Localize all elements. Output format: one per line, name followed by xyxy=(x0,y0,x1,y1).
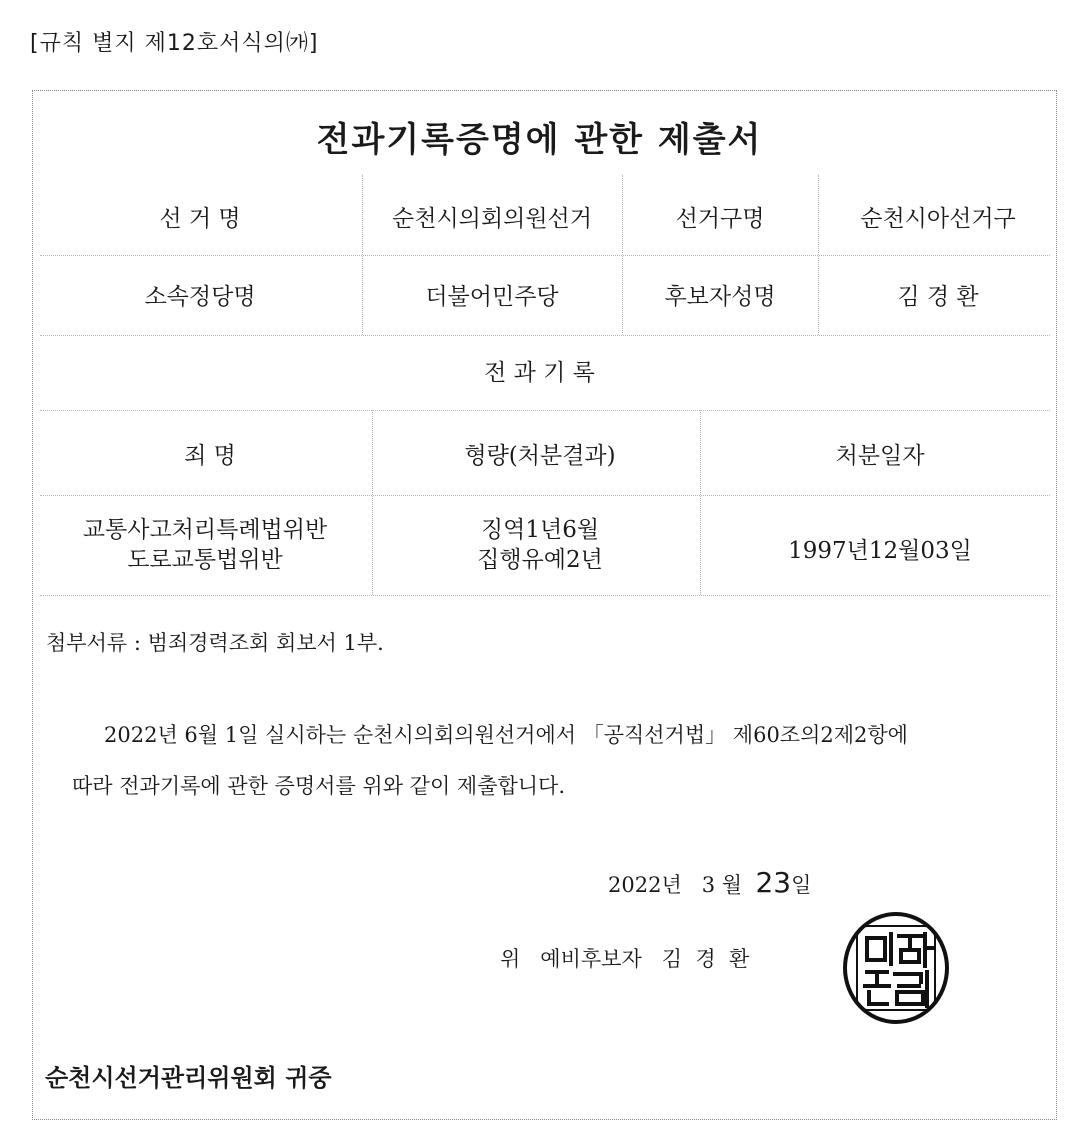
grid-divider xyxy=(40,495,1050,496)
crime-line-2: 도로교통법위반 xyxy=(127,547,283,573)
document-title: 전과기록증명에 관한 제출서 xyxy=(316,120,763,160)
record-date: 1997년12월03일 xyxy=(788,538,972,564)
district-label: 선거구명 xyxy=(675,206,765,232)
election-value: 순천시의회의원선거 xyxy=(392,206,592,232)
statement-line-1: 2022년 6월 1일 실시하는 순천시의회의원선거에서 「공직선거법」 제60조의2제2항에 xyxy=(104,723,908,747)
grid-divider xyxy=(40,335,1050,336)
date-year: 2022년 xyxy=(608,873,682,897)
attachment-note: 첨부서류 : 범죄경력조회 회보서 1부. xyxy=(46,631,384,655)
sentence-line-1: 징역1년6월 xyxy=(480,517,600,543)
grid-divider xyxy=(40,595,1050,596)
record-section-label: 전 과 기 록 xyxy=(484,360,595,386)
candidate-label: 후보자성명 xyxy=(664,284,776,310)
header-sentence: 형량(처분결과) xyxy=(464,443,616,469)
seal-glyphs xyxy=(847,916,945,1020)
party-value: 더불어민주당 xyxy=(425,284,559,310)
grid-divider xyxy=(700,410,701,595)
grid-divider xyxy=(40,410,1050,411)
header-date: 처분일자 xyxy=(835,443,925,469)
party-label: 소속정당명 xyxy=(144,284,256,310)
candidate-value: 김 경 환 xyxy=(897,284,979,310)
signature-line: 위 예비후보자 김 경 환 xyxy=(500,947,750,971)
record-sentence xyxy=(380,515,700,575)
date-day-unit: 일 xyxy=(791,873,812,897)
statement-line-2: 따라 전과기록에 관한 증명서를 위와 같이 제출합니다. xyxy=(72,774,566,798)
election-label: 선 거 명 xyxy=(159,206,241,232)
crime-line-1: 교통사고처리특례법위반 xyxy=(82,517,328,543)
date-month: 3 월 xyxy=(701,873,743,897)
official-seal xyxy=(843,912,949,1024)
district-value: 순천시아선거구 xyxy=(860,206,1016,232)
form-reference: [규칙 별지 제12호서식의㈎] xyxy=(30,31,319,56)
submission-date xyxy=(608,866,811,899)
header-crime: 죄 명 xyxy=(184,443,236,469)
grid-divider xyxy=(372,410,373,595)
recipient: 순천시선거관리위원회 귀중 xyxy=(45,1064,332,1092)
sentence-line-2: 집행유예2년 xyxy=(477,547,603,573)
grid-divider xyxy=(40,255,1050,256)
date-day: 23 xyxy=(755,866,792,899)
record-crime xyxy=(50,515,360,575)
